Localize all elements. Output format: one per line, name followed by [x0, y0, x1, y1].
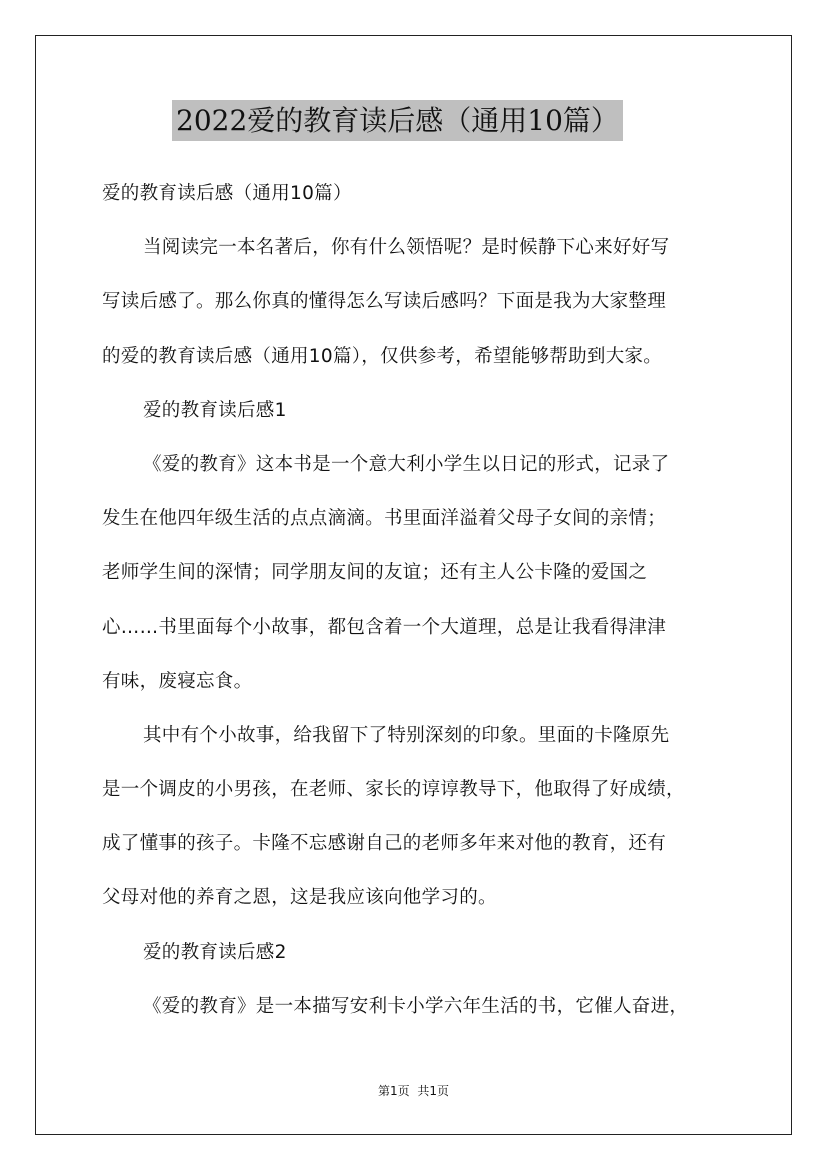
text-line: 爱的教育读后感2 — [143, 941, 287, 963]
text-line: 是一个调皮的小男孩，在老师、家长的谆谆教导下，他取得了好成绩， — [102, 779, 685, 801]
text-line: 《爱的教育》这本书是一个意大利小学生以日记的形式，记录了 — [143, 453, 670, 475]
page-number: 第1页 — [378, 1084, 410, 1098]
text-line: 爱的教育读后感1 — [143, 399, 287, 421]
page-footer — [0, 1082, 827, 1099]
page-total: 共1页 — [417, 1084, 449, 1098]
text-line: 老师学生间的深情；同学朋友间的友谊；还有主人公卡隆的爱国之 — [102, 562, 648, 584]
text-line: 写读后感了。那么你真的懂得怎么写读后感吗？下面是我为大家整理 — [102, 291, 667, 313]
text-line: 其中有个小故事，给我留下了特别深刻的印象。里面的卡隆原先 — [143, 724, 670, 746]
document-body — [102, 172, 742, 1039]
text-line: 心……书里面每个小故事，都包含着一个大道理，总是让我看得津津 — [102, 616, 667, 638]
text-line: 发生在他四年级生活的点点滴滴。书里面洋溢着父母子女间的亲情； — [102, 508, 667, 530]
text-line: 的爱的教育读后感（通用10篇），仅供参考，希望能够帮助到大家。 — [102, 345, 663, 367]
text-line: 爱的教育读后感（通用10篇） — [102, 183, 352, 204]
document-title: 2022爱的教育读后感（通用10篇） — [172, 100, 623, 141]
text-line: 有味，废寝忘食。 — [102, 670, 253, 692]
text-line: 父母对他的养育之恩，这是我应该向他学习的。 — [102, 887, 497, 909]
text-line: 当阅读完一本名著后，你有什么领悟呢？是时候静下心来好好写 — [143, 237, 670, 259]
text-line: 成了懂事的孩子。卡隆不忘感谢自己的老师多年来对他的教育，还有 — [102, 833, 667, 855]
text-line: 《爱的教育》是一本描写安利卡小学六年生活的书，它催人奋进， — [143, 995, 689, 1017]
